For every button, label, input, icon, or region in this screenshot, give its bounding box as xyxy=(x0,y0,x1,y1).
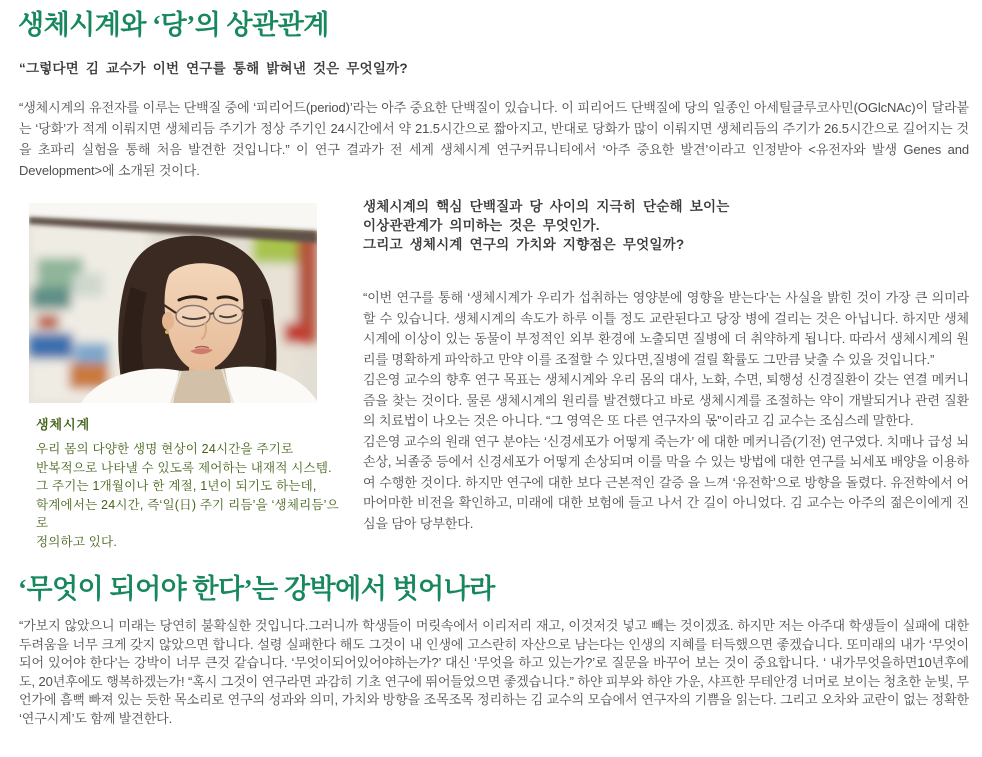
intro-paragraph: “생체시계의 유전자를 이루는 단백질 중에 ‘피리어드(period)’라는 아주 중요한 단백질이 있습니다. 이 피리어드 단백질에 당의 일종인 아세틸글루코사민(OGlcNAc)이 달라붙는 ‘당화’가 적게 이뤄지면 생체리듬 주기가 정상 주기인 24시간에서 약 21.5시간으로 짧아지고, 반대로 당화가 많이 이뤄지면 생체리듬의 주기가 26.5시간으로 길어지는 것을 초파리 실험을 통해 처음 발견한 것입니다.” 이 연구 결과가 전 세계 생체시계 연구커뮤니티에서 ‘아주 중요한 발견’이라고 인정받아 <유전자와 발생 Genes and Development>에 소개된 것이다. xyxy=(19,100,969,178)
interview-body xyxy=(363,288,969,534)
interview-paragraph: 김은영 교수의 원래 연구 분야는 ‘신경세포가 어떻게 죽는가’ 에 대한 메커니즘(기전) 연구였다. 치매나 급성 뇌손상, 뇌졸중 등에서 신경세포가 어떻게 손상되며 이를 막을 수 있는 방법에 대한 연구를 뇌세포 배양을 이용하여 수행한 것이다. 하지만 연구에 대한 보다 근본적인 갈증 을 느껴 ‘유전학’으로 방향을 돌렸다. 유전학에서 어마어마한 비전을 확인하고, 미래에 대한 보험에 들고 나서 간 길이 아니었다. 김 교수는 아주의 젊은이에게 진심을 담아 당부한다. xyxy=(363,433,969,531)
professor-photo xyxy=(29,203,317,403)
caption-line: 그 주기는 1개월이나 한 계절, 1년이 되기도 하는데, xyxy=(36,479,317,494)
caption-line: 반복적으로 나타낼 수 있도록 제어하는 내재적 시스템. xyxy=(36,460,332,475)
caption-line: 정의하고 있다. xyxy=(36,534,117,549)
interview-paragraph: 김은영 교수의 향후 연구 목표는 생체시계와 우리 몸의 대사, 노화, 수면, 퇴행성 신경질환이 갖는 연결 메커니즘을 찾는 것이다. 물론 생체시계의 원리를 발견했다고 바로 생체시계를 조절하는 약이 개발되거나 관련 질환의 치료법이 나오는 것은 아니다. “그 영역은 또 다른 연구자의 몫”이라고 김 교수는 조심스레 말한다. xyxy=(363,372,969,428)
closing-paragraph: “가보지 않았으니 미래는 당연히 불확실한 것입니다.그러니까 학생들이 머릿속에서 이리저리 재고, 이것저것 넣고 빼는 것이겠죠. 하지만 저는 아주대 학생들이 실패에 대한 두려움을 너무 크게 갖지 않았으면 합니다. 설령 실패한다 해도 그것이 내 인생에 고스란히 자산으로 남는다는 인생의 지혜를 터득했으면 좋겠습니다. 또미래의 내가 ‘무엇이 되어 있어야 한다’는 강박이 너무 큰것 같습니다. ‘무엇이되어있어야하는가?’ 대신 ‘무엇을 하고 있는가?’로 질문을 바꾸어 보는 것이 중요합니다. ‘ 내가무엇을하면10년후에도, 20년후에도 행복하겠는가! “혹시 그것이 연구라면 과감히 기초 연구에 뛰어들었으면 좋겠습니다.” 하얀 피부와 하얀 가운, 샤프한 무테안경 너머로 보이는 청초한 눈빛, 무언가에 흠뻑 빠져 있는 듯한 목소리로 연구의 성과와 의미, 가치와 방향을 조목조목 정리하는 김 교수의 모습에서 연구자의 기쁨을 읽는다. 그리고 오차와 교란이 없는 정확한 ‘연구시계’도 함께 발견한다. xyxy=(19,618,969,726)
interview-paragraph: “이번 연구를 통해 ‘생체시계가 우리가 섭취하는 영양분에 영향을 받는다’는 사실을 밝힌 것이 가장 큰 의미라 할 수 있습니다. 생체시계의 속도가 하루 이틀 정도 교란된다고 당장 병에 걸리는 것은 아닙니다. 하지만 생체시계에 이상이 있는 동물이 부정적인 외부 환경에 노출되면 질병에 더 취약하게 됩니다. 따라서 생체시계의 원리를 명확하게 파악하고 만약 이를 조절할 수 있다면,질병에 걸릴 확률도 그만큼 낮출 수 있을 것입니다.” xyxy=(363,290,969,367)
highlight-line: 이상관관계가 의미하는 것은 무엇인가. xyxy=(363,218,600,233)
photo-caption xyxy=(36,414,346,552)
section1-title: 생체시계와 ‘당’의 상관관계 xyxy=(18,10,329,40)
highlight-line: 생체시계의 핵심 단백질과 당 사이의 지극히 단순해 보이는 xyxy=(363,199,730,214)
highlight-line: 그리고 생체시계 연구의 가치와 지향점은 무엇일까? xyxy=(363,237,685,252)
lead-question: “그렇다면 김 교수가 이번 연구를 통해 밝혀낸 것은 무엇일까? xyxy=(19,61,408,76)
caption-title: 생체시계 xyxy=(36,417,91,432)
caption-line: 학계에서는 24시간, 즉‘일(日) 주기 리듬’을 ‘생체리듬’으로 xyxy=(36,497,339,531)
section2-title: ‘무엇이 되어야 한다’는 강박에서 벗어나라 xyxy=(18,574,495,604)
caption-line: 우리 몸의 다양한 생명 현상이 24시간을 주기로 xyxy=(36,442,294,456)
interview-highlight xyxy=(363,197,973,254)
professor-photo-illustration xyxy=(29,203,317,403)
